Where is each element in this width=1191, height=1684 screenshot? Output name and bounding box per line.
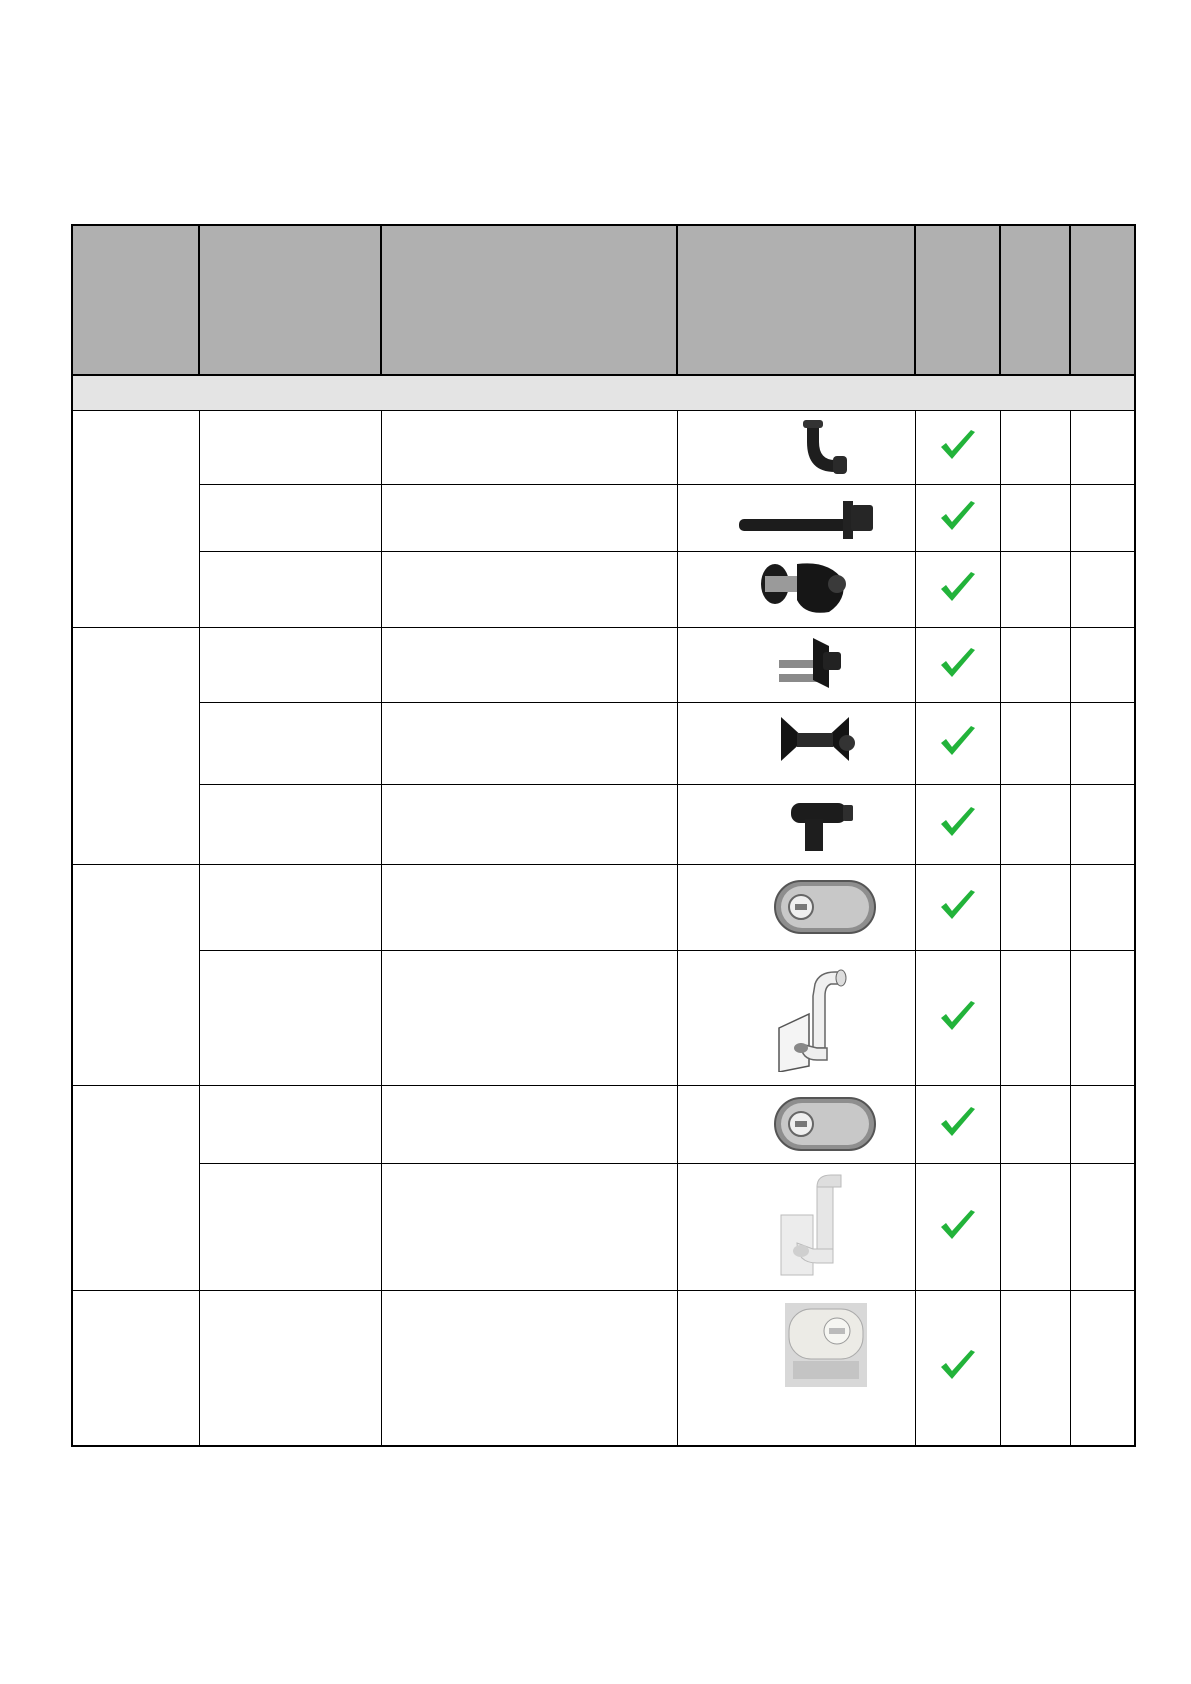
table-row [72, 552, 1135, 628]
double-flange-terminal-icon [701, 709, 891, 775]
checkmark-icon [938, 724, 978, 760]
table-cell [1000, 951, 1070, 1086]
table-cell [1070, 1164, 1135, 1291]
terminal-box-photo-icon [701, 1299, 891, 1395]
product-code [199, 785, 381, 865]
product-table [71, 224, 1136, 1447]
product-description [381, 628, 677, 703]
table-cell [1000, 628, 1070, 703]
section-row [72, 375, 1135, 411]
product-description [381, 951, 677, 1086]
product-code [199, 411, 381, 485]
product-description [381, 1291, 677, 1446]
table-cell [1070, 628, 1135, 703]
product-description [381, 552, 677, 628]
checkmark-icon [938, 999, 978, 1035]
checkmark-icon [938, 888, 978, 924]
product-description [381, 1164, 677, 1291]
product-description [381, 785, 677, 865]
product-code [199, 628, 381, 703]
header-cell [72, 225, 199, 375]
group-label [72, 865, 199, 1086]
periscope-flue-outline-icon [701, 962, 891, 1072]
checkmark-icon [938, 499, 978, 535]
elbow-pipe-icon [701, 416, 891, 476]
table-row [72, 1086, 1135, 1164]
oval-wall-plate-icon [701, 1090, 891, 1156]
checkmark-icon [938, 1348, 978, 1384]
table-cell [1000, 785, 1070, 865]
product-code [199, 552, 381, 628]
table-row [72, 411, 1135, 485]
table-cell [1000, 1086, 1070, 1164]
header-cell [677, 225, 915, 375]
table-row [72, 951, 1135, 1086]
product-description [381, 485, 677, 552]
wall-terminal-kit-icon [701, 556, 891, 620]
oval-wall-plate-icon [701, 871, 891, 941]
table-cell [1070, 785, 1135, 865]
table-row [72, 1164, 1135, 1291]
table-cell [1070, 1086, 1135, 1164]
table-cell [1000, 1291, 1070, 1446]
long-pipe-with-tee-icon [701, 489, 891, 545]
product-code [199, 703, 381, 785]
header-cell [1000, 225, 1070, 375]
table-cell [1070, 552, 1135, 628]
checkmark-icon [938, 570, 978, 606]
table-row [72, 703, 1135, 785]
group-label [72, 1086, 199, 1291]
product-description [381, 1086, 677, 1164]
checkmark-icon [938, 428, 978, 464]
table-cell [1070, 703, 1135, 785]
header-cell [915, 225, 1000, 375]
checkmark-icon [938, 646, 978, 682]
table-cell [1070, 411, 1135, 485]
product-code [199, 865, 381, 951]
header-row [72, 225, 1135, 375]
group-label [72, 628, 199, 865]
table-cell [1070, 485, 1135, 552]
table-row [72, 785, 1135, 865]
product-description [381, 411, 677, 485]
table-cell [1000, 703, 1070, 785]
header-cell [1070, 225, 1135, 375]
table-cell [1000, 411, 1070, 485]
tee-fitting-icon [701, 791, 891, 855]
product-description [381, 703, 677, 785]
header-cell [381, 225, 677, 375]
table-cell [1000, 485, 1070, 552]
flue-terminal-flange-icon [701, 632, 891, 696]
table-cell [1000, 1164, 1070, 1291]
checkmark-icon [938, 805, 978, 841]
checkmark-icon [938, 1208, 978, 1244]
product-code [199, 1291, 381, 1446]
table-cell [1000, 865, 1070, 951]
table-cell [1070, 1291, 1135, 1446]
table-cell [1070, 951, 1135, 1086]
product-code [199, 485, 381, 552]
header-cell [199, 225, 381, 375]
table-row [72, 628, 1135, 703]
section-label [72, 375, 1135, 411]
product-code [199, 1164, 381, 1291]
group-label [72, 411, 199, 628]
product-code [199, 951, 381, 1086]
product-code [199, 1086, 381, 1164]
table-row [72, 865, 1135, 951]
group-label [72, 1291, 199, 1446]
checkmark-icon [938, 1105, 978, 1141]
product-description [381, 865, 677, 951]
table-cell [1000, 552, 1070, 628]
table-cell [1070, 865, 1135, 951]
table-row [72, 1291, 1135, 1446]
periscope-flue-white-icon [701, 1171, 891, 1281]
table-row [72, 485, 1135, 552]
